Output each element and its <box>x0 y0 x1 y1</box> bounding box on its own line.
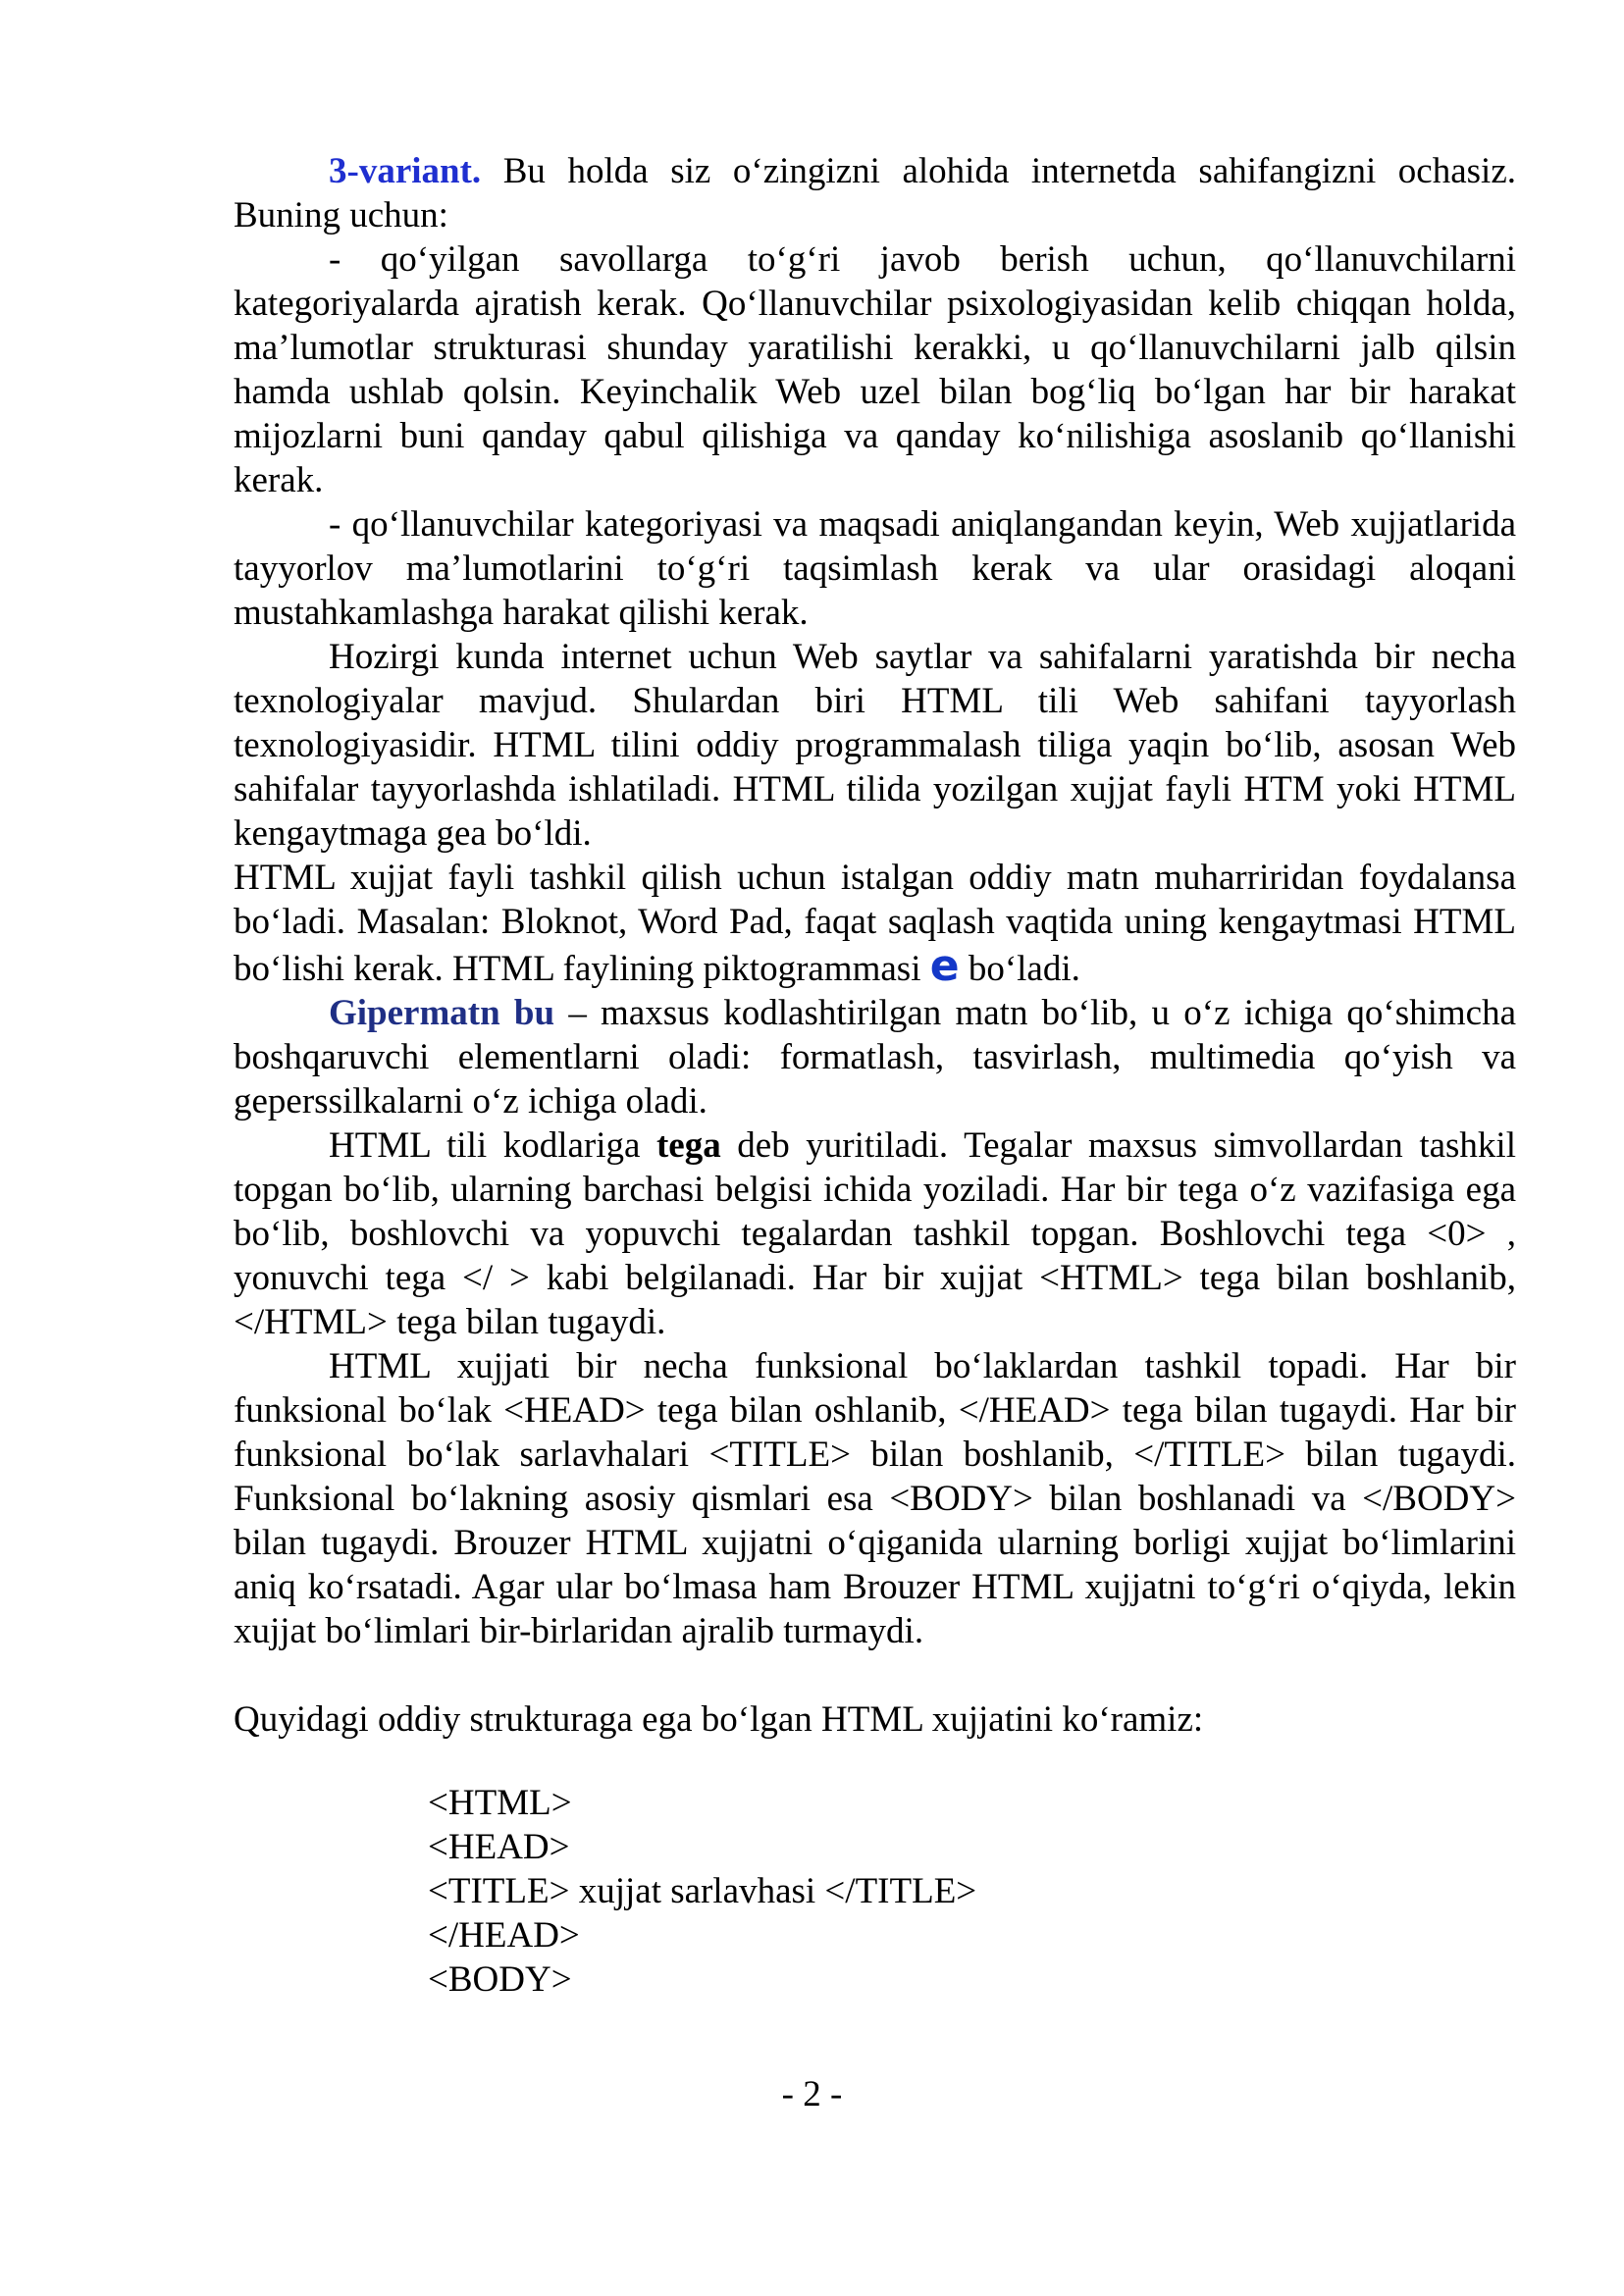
variant-heading: 3-variant. <box>329 151 482 191</box>
tega-term: tega <box>655 1125 721 1166</box>
variant-text: Bu holda siz o‘zingizni alohida internetda sahifangizni ochasiz. Buning uchun: <box>234 151 1516 235</box>
paragraph-distribute-data: - qo‘llanuvchilar kategoriyasi va maqsadi aniqlangandan keyin, Web xujjatlarida tayyorlov ma’lumotlarini to‘g‘ri taqsimlash kerak va ular orasidagi aloqani mustahkamlashga harakat qilishi kerak. <box>234 504 1516 633</box>
code-line: <HEAD> <box>428 1827 570 1867</box>
code-line: <BODY> <box>428 1959 572 2000</box>
html-editor-text-end: bo‘ladi. <box>959 949 1080 989</box>
document-page <box>234 149 1516 2002</box>
paragraph-tags <box>234 1123 1516 1344</box>
html-code-example <box>428 1781 1516 2002</box>
hypertext-definition: – maxsus kodlashtirilgan matn bo‘lib, u o‘z ichiga qo‘shimcha boshqaruvchi elementlarni oladi: formatlash, tasvirlash, multimedia qo‘yish va geperssilkalarni o‘z ichiga oladi. <box>234 993 1516 1122</box>
page-number: - 2 - <box>781 2074 843 2114</box>
paragraph-html-technology: Hozirgi kunda internet uchun Web saytlar va sahifalarni yaratishda bir necha texnologiyalar mavjud. Shulardan biri HTML tili Web sahifani tayyorlash texnologiyasidir. HTML tilini oddiy programmalash tiliga yaqin bo‘lib, asosan Web sahifalar tayyorlashda ishlatiladi. HTML tilida yozilgan xujjat fayli HTM yoki HTML kengaytmaga gea bo‘ldi. <box>234 637 1516 854</box>
hypertext-term: Gipermatn bu <box>329 993 555 1033</box>
paragraph-variant-3 <box>234 149 1516 237</box>
paragraph-categorize-users: - qo‘yilgan savollarga to‘g‘ri javob berish uchun, qo‘llanuvchilarni kategoriyalarda ajratish kerak. Qo‘llanuvchilar psixologiyasidan kelib chiqqan holda, ma’lumotlar strukturasi shunday yaratilishi kerakki, u qo‘llanuvchilarni jalb qilsin hamda ushlab qolsin. Keyinchalik Web uzel bilan bog‘liq bo‘lgan har bir harakat mijozlarni buni qanday qabul qilishiga va qanday ko‘nilishiga asoslanib qo‘llanishi kerak. <box>234 239 1516 500</box>
tags-text-before: HTML tili kodlariga <box>329 1125 656 1166</box>
tags-text-after: deb yuritiladi. Tegalar maxsus simvollardan tashkil topgan bo‘lib, ularning barchasi belgisi ichida yoziladi. Har bir tega o‘z vazifasiga ega bo‘lib, boshlovchi va yopuvchi tegalardan tashkil topgan. Boshlovchi tega <0> , yonuvchi tega </ > kabi belgilanadi. Har bir xujjat <HTML> tega bilan boshlanib, </HTML> tega bilan tugaydi. <box>234 1125 1516 1342</box>
code-line: </HEAD> <box>428 1915 580 1956</box>
code-line: <HTML> <box>428 1783 572 1823</box>
code-line: <TITLE> xujjat sarlavhasi </TITLE> <box>428 1871 977 1911</box>
paragraph-example-intro: Quyidagi oddiy strukturaga ega bo‘lgan HTML xujjatini ko‘ramiz: <box>234 1699 1204 1740</box>
blank-line <box>234 1653 1516 1697</box>
paragraph-html-editor <box>234 856 1516 991</box>
paragraph-hypertext <box>234 991 1516 1123</box>
paragraph-html-structure: HTML xujjati bir necha funksional bo‘laklardan tashkil topadi. Har bir funksional bo‘lak <HEAD> tega bilan oshlanib, </HEAD> tega bilan tugaydi. Har bir funksional bo‘lak sarlavhalari <TITLE> bilan boshlanib, </TITLE> bilan tugaydi. Funksional bo‘lakning asosiy qismlari esa <BODY> bilan boshlanadi va </BODY> bilan tugaydi. Brouzer HTML xujjatni o‘qiganida ularning borligi xujjat bo‘limlarini aniq ko‘rsatadi. Agar ular bo‘lmasa ham Brouzer HTML xujjatni to‘g‘ri o‘qiyda, lekin xujjat bo‘limlari bir-birlaridan ajralib turmaydi. <box>234 1346 1516 1651</box>
html-editor-text: HTML xujjat fayli tashkil qilish uchun istalgan oddiy matn muharriridan foydalansa bo‘ladi. Masalan: Bloknot, Word Pad, faqat saqlash vaqtida uning kengaytmasi HTML bo‘lishi kerak. HTML faylining piktogrammasi <box>234 858 1516 989</box>
browser-e-icon: e <box>929 941 960 991</box>
